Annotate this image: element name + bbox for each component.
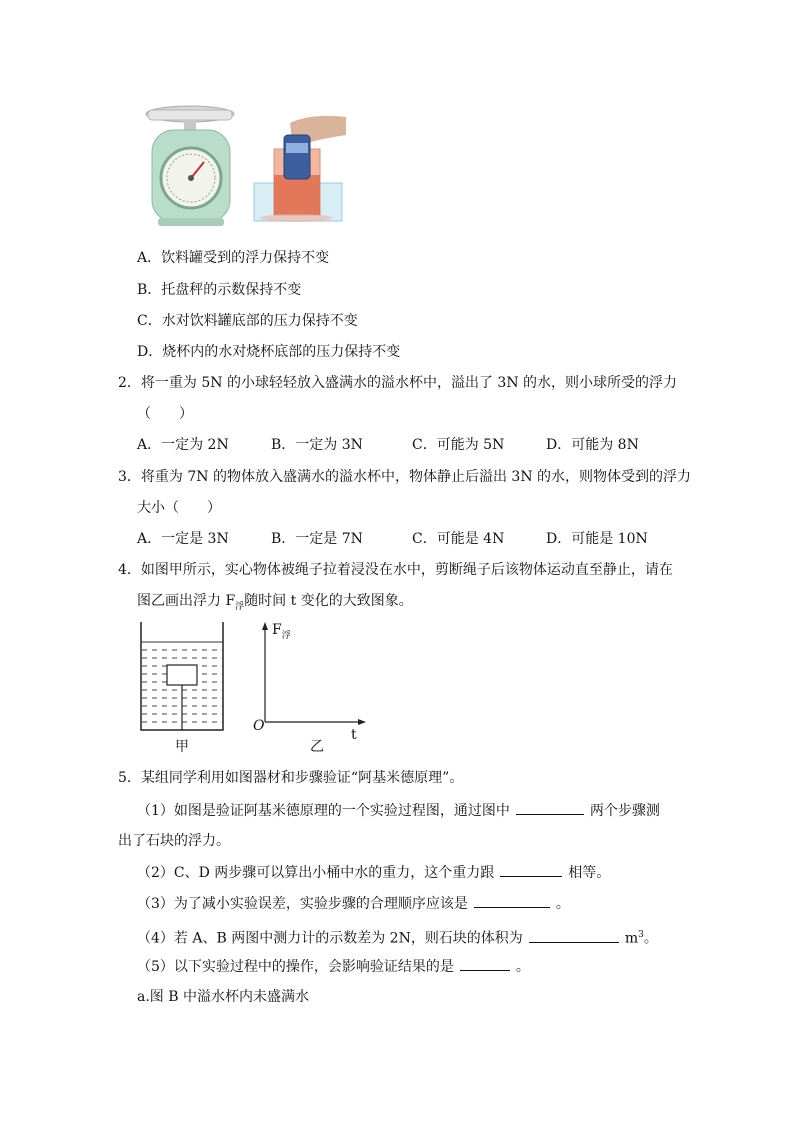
q2-stem: 2．将一重为 5N 的小球轻轻放入盛满水的溢水杯中，溢出了 3N 的水，则小球所受的浮力	[118, 375, 678, 391]
q5-part-2-text-a: （2）C、D 两步骤可以算出小桶中水的重力，这个重力跟	[137, 865, 495, 881]
q3-stem: 3．将重为 7N 的物体放入盛满水的溢水杯中，物体静止后溢出 3N 的水，则物体受到的浮力	[118, 469, 692, 485]
q3-option-b: B．一定是 7N	[271, 531, 363, 547]
q1-option-d: D．烧杯内的水对烧杯底部的压力保持不变	[137, 344, 401, 360]
figure-yi-axes	[250, 620, 370, 736]
q5-part-4-text-b: 。	[643, 930, 658, 947]
q1-option-a: A．饮料罐受到的浮力保持不变	[137, 250, 330, 266]
q5-part-5-blank[interactable]	[460, 956, 510, 971]
q4-stem-2-text-a: 图乙画出浮力 F	[137, 593, 236, 609]
q5-part-5-text-a: （5）以下实验过程中的操作，会影响验证结果的是	[137, 959, 454, 975]
q4-stem-2-text-b: 随时间 t 变化的大致图象。	[244, 593, 413, 609]
q3-option-a: A．一定是 3N	[137, 531, 229, 547]
q5-part-1-text-a: （1）如图是验证阿基米德原理的一个实验过程图，通过图中	[137, 803, 510, 819]
q5-part-3-blank[interactable]	[474, 893, 550, 908]
q5-part-4-blank[interactable]	[529, 928, 619, 943]
q5-part-5-text-b: 。	[515, 959, 530, 975]
q3-stem-2: 大小（ ）	[137, 500, 221, 516]
q3-option-d: D．可能是 10N	[546, 531, 648, 547]
figure-yi-label: 乙	[310, 739, 324, 755]
axis-y-letter: F	[272, 622, 282, 638]
q5-stem: 5．某组同学利用如图器材和步骤验证“阿基米德原理”。	[118, 770, 464, 786]
q5-part-4-text-a: （4）若 A、B 两图中测力计的示数差为 2N，则石块的体积为	[137, 930, 523, 947]
q5-part-1	[137, 800, 660, 821]
q2-option-a: A．一定为 2N	[137, 437, 229, 453]
axis-y-label	[272, 620, 291, 646]
q5-part-3	[137, 893, 570, 914]
q5-part-2-text-b: 相等。	[568, 865, 611, 881]
q5-part-3-text-b: 。	[555, 896, 570, 912]
q2-option-c: C．可能为 5N	[412, 437, 505, 453]
axis-x-label: t	[351, 727, 357, 743]
beaker-can-photo	[250, 113, 346, 229]
q5-part-4-unit-sup: 3	[638, 930, 644, 940]
q5-part-5	[137, 956, 530, 977]
q5-part-1-text-b: 两个步骤测	[589, 803, 660, 819]
q4-stem-2-sub: 浮	[235, 601, 245, 612]
q1-option-c: C．水对饮料罐底部的压力保持不变	[137, 313, 358, 329]
q5-part-2	[137, 862, 610, 883]
q2-option-d: D．可能为 8N	[546, 437, 639, 453]
figure-jia-container	[140, 622, 224, 732]
q5-part-2-blank[interactable]	[500, 862, 562, 877]
kitchen-scale-photo	[138, 100, 246, 230]
q5-part-3-text-a: （3）为了减小实验误差，实验步骤的合理顺序应该是	[137, 896, 468, 912]
q1-option-b: B．托盘秤的示数保持不变	[137, 282, 302, 298]
q5-part-4-unit: m	[624, 930, 639, 947]
q4-stem: 4．如图甲所示，实心物体被绳子拉着浸没在水中，剪断绳子后该物体运动直至静止，请在	[118, 562, 673, 578]
q2-paren: （ ）	[137, 406, 193, 422]
q5-part-4	[137, 925, 658, 949]
q5-part-1-blank[interactable]	[516, 800, 584, 815]
axis-y-sub: 浮	[281, 630, 291, 641]
origin-label: O	[253, 718, 265, 734]
figure-jia-label: 甲	[175, 739, 189, 755]
q4-stem-2	[137, 591, 413, 617]
q5-option-a: a.图 B 中溢水杯内未盛满水	[137, 989, 309, 1005]
q3-option-c: C．可能是 4N	[412, 531, 505, 547]
q5-part-1-cont: 出了石块的浮力。	[118, 833, 230, 849]
q2-option-b: B．一定为 3N	[271, 437, 363, 453]
